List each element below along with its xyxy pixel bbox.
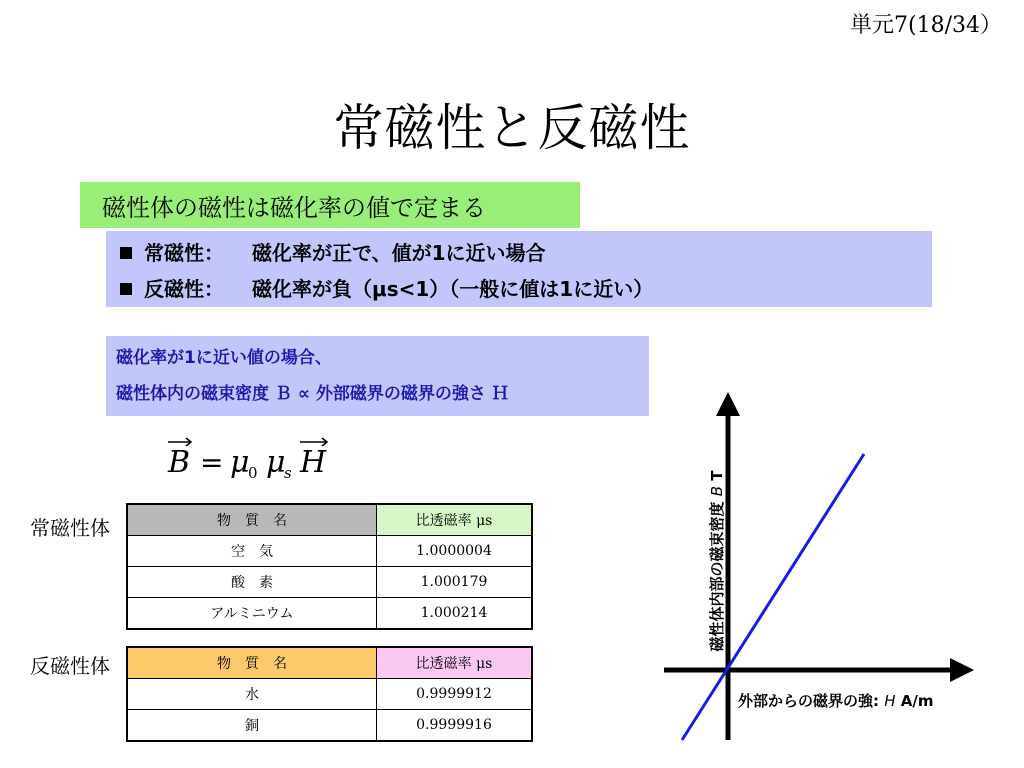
svg-text:μ: μ bbox=[266, 445, 286, 480]
permeability-header: 比透磁率 μs bbox=[377, 504, 533, 536]
x-axis-label-text: 外部からの磁界の強: bbox=[738, 692, 879, 710]
note-line-1: 磁化率が1に近い値の場合、 bbox=[116, 348, 332, 368]
slide-title: 常磁性と反磁性 bbox=[333, 99, 691, 157]
bullet-text: 磁化率が正で、値が1に近い場合 bbox=[252, 241, 546, 265]
paramagnetic-group-label: 常磁性体 bbox=[30, 516, 110, 540]
table-row bbox=[127, 679, 532, 710]
svg-text:μ: μ bbox=[230, 445, 250, 480]
diamagnetic-table bbox=[126, 646, 533, 742]
material-name-cell: 空 気 bbox=[127, 536, 377, 567]
permeability-cell: 0.9999916 bbox=[377, 710, 533, 742]
permeability-cell: 1.000214 bbox=[377, 598, 533, 630]
material-name-header: 物 質 名 bbox=[127, 504, 377, 536]
permeability-cell: 0.9999912 bbox=[377, 679, 533, 710]
note-line-2: 磁性体内の磁束密度 Ｂ ∝ 外部磁界の磁界の強さ Ｈ bbox=[116, 384, 509, 404]
table-header-row bbox=[127, 647, 532, 679]
x-axis-arrow-icon bbox=[950, 658, 974, 682]
table-header-row bbox=[127, 504, 532, 536]
table-row bbox=[127, 710, 532, 742]
svg-text:H: H bbox=[300, 445, 327, 480]
diamagnetic-group-label: 反磁性体 bbox=[30, 654, 110, 678]
y-axis-variable: B bbox=[708, 485, 726, 497]
square-bullet-icon bbox=[120, 247, 132, 259]
bullet-label: 常磁性： bbox=[144, 241, 224, 265]
page-number: 単元7(18/34） bbox=[850, 13, 1002, 38]
svg-text:s: s bbox=[284, 464, 292, 482]
svg-text:0: 0 bbox=[248, 464, 258, 482]
table-row bbox=[127, 536, 532, 567]
summary-text: 磁性体の磁性は磁化率の値で定まる bbox=[102, 194, 486, 222]
table-row bbox=[127, 567, 532, 598]
y-axis-unit: T bbox=[708, 470, 726, 481]
material-name-cell: アルミニウム bbox=[127, 598, 377, 630]
table-row bbox=[127, 598, 532, 630]
material-name-cell: 銅 bbox=[127, 710, 377, 742]
bullet-item-paramagnetism bbox=[120, 235, 932, 271]
material-name-cell: 酸 素 bbox=[127, 567, 377, 598]
x-axis-unit: A/m bbox=[900, 692, 934, 710]
svg-text:B: B bbox=[168, 445, 191, 480]
note-box bbox=[106, 336, 649, 416]
bullet-box bbox=[106, 231, 932, 307]
square-bullet-icon bbox=[120, 283, 132, 295]
material-name-header: 物 質 名 bbox=[127, 647, 377, 679]
bullet-item-diamagnetism bbox=[120, 271, 932, 307]
material-name-cell: 水 bbox=[127, 679, 377, 710]
permeability-header: 比透磁率 μs bbox=[377, 647, 533, 679]
x-axis-label bbox=[738, 690, 933, 711]
permeability-cell: 1.000179 bbox=[377, 567, 533, 598]
flux-density-formula bbox=[160, 428, 360, 488]
x-axis-variable: H bbox=[884, 692, 896, 710]
y-axis-label bbox=[706, 431, 732, 691]
paramagnetic-table bbox=[126, 503, 533, 630]
svg-text:=: = bbox=[200, 446, 224, 479]
bullet-label: 反磁性： bbox=[144, 277, 224, 301]
permeability-cell: 1.0000004 bbox=[377, 536, 533, 567]
y-axis-label-text: 磁性体内部の磁束密度 bbox=[708, 501, 726, 652]
y-axis-arrow-icon bbox=[716, 392, 740, 416]
summary-box bbox=[80, 182, 580, 228]
bullet-text: 磁化率が負（μs<1）（一般に値は1に近い） bbox=[252, 277, 654, 301]
